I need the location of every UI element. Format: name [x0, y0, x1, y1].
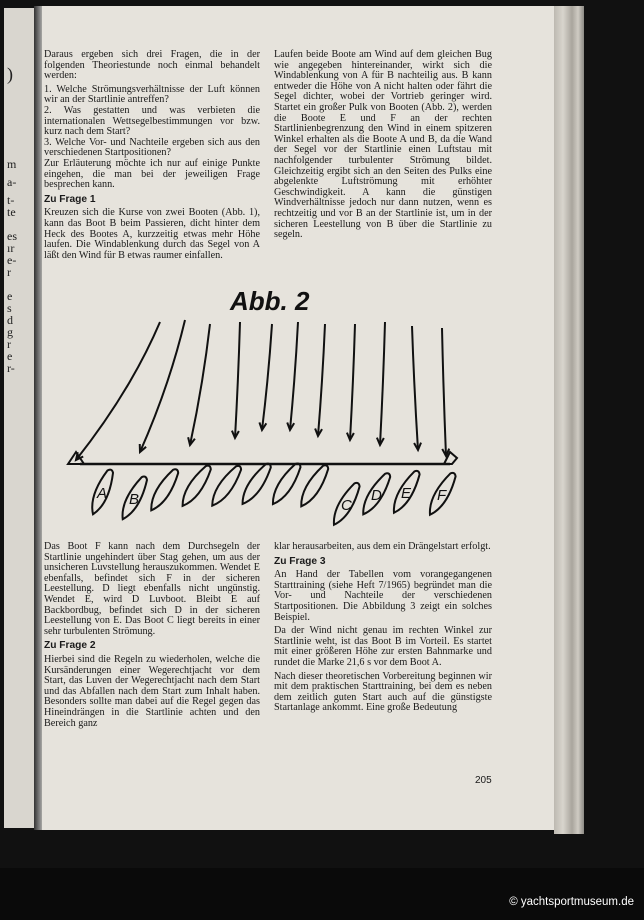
body-paragraph: klar herausarbeiten, aus dem ein Drängelstart erfolgt. [274, 541, 491, 552]
section-heading-frage-3: Zu Frage 3 [274, 555, 326, 567]
adjacent-page-fragment: es [7, 229, 17, 243]
column-top-right [274, 50, 492, 244]
adjacent-page-fragment: m [7, 157, 17, 171]
adjacent-page-fragment: a- [7, 175, 17, 189]
boat-label: C [341, 497, 352, 514]
boat-hull [296, 462, 332, 509]
adjacent-page-fragment: e [7, 349, 13, 363]
boat-hull [268, 460, 305, 507]
boat-label: D [371, 487, 382, 504]
figure-abb-2 [50, 280, 510, 540]
body-paragraph: Kreuzen sich die Kurse von zwei Booten (Abb. 1), kann das Boot B beim Passieren, dicht hinter dem Heck des Bootes A, kurzzeitig etwas mehr Höhe laufen. Die Windablenkung durch das Segel von A läßt den Wind für B etwas raumer einfallen. [44, 207, 260, 261]
adjacent-page-fragment: te [7, 205, 16, 219]
adjacent-page-fragment: s [7, 301, 12, 315]
boat-label: A [97, 485, 108, 502]
body-paragraph: Laufen beide Boote am Wind auf dem gleichen Bug wie angegeben hintereinander, wirkt sich die Windablenkung von A für B nachteilig aus. B kann entweder die Höhe von A nicht halten oder fährt die Segel dichter, wobei der Vortrieb geringer wird. Startet ein großer Pulk von Booten (Abb. 2), werden die Boote E und F an der rechten Startlinienbegrenzung den Wind in einem spitzeren Winkel erhalten als die Boote A und B, da die Wand der Segel vor der Startlinie einen Luftstau mit nachfolgender turbulenter Strömung bildet. Gleichzeitig ergibt sich an den Seiten des Pulks eine abgelenkte Luftströmung mit erhöhter Geschwindigkeit. A kann die günstigen Windverhältnisse jedoch nur dann nutzen, wenn es rechtzeitig und vor B an der Startlinie ist, um in der sicheren Leestellung von B über die Startlinie zu segeln. [274, 49, 492, 241]
body-paragraph: Nach dieser theoretischen Vorbereitung beginnen wir mit dem praktischen Starttraining, bei dem es neben dem zeitlich guten Start auch auf die günstigste Startanlage ankommt. Eine große Bedeutung [274, 670, 492, 714]
body-paragraph: Das Boot F kann nach dem Durchsegeln der Startlinie ungehindert über Stag gehen, um aus der unsicheren Luvstellung herauszukommen. Wendet E ebenfalls, befindet sich F in der sicheren Leestellung. D liegt ebenfalls nicht ungünstig. Wendet E, wird D Luvboot. Bleibt E auf Backbordbug, befindet sich D in der sicheren Leestellung von E. Das Boot C liegt bereits in einer sehr turbulenten Strömung. [44, 541, 260, 637]
adjacent-page-fragment: ır [7, 241, 15, 255]
adjacent-page-fragment: r [7, 337, 11, 351]
adjacent-page-fragment: e [7, 289, 13, 303]
boat-hull [237, 461, 274, 508]
wind-arrows [76, 320, 449, 460]
adjacent-page-fragment: r- [7, 361, 15, 375]
question-item: 1. Welche Strömungsverhältnisse der Luft können wir an der Startlinie antreffen? [44, 83, 260, 106]
question-list [44, 85, 260, 159]
boat-hull [146, 466, 182, 513]
adjacent-page-fragment: ) [7, 64, 13, 84]
adjacent-page-fragment: r [7, 265, 11, 279]
wind-arrow [380, 322, 385, 445]
wind-arrow [235, 322, 240, 438]
page-edges [554, 6, 584, 834]
boat-hull [177, 463, 214, 510]
wind-arrow [76, 322, 160, 460]
page-number: 205 [475, 775, 492, 786]
column-top-left [44, 50, 260, 264]
adjacent-page-fragment: d [7, 313, 13, 327]
wind-arrow [350, 324, 355, 440]
body-paragraph: Da der Wind nicht genau im rechten Winkel zur Startlinie weht, ist das Boot B im Vorteil. Es startet mit einer größeren Höhe zur ersten Bahnmarke und rundet die Marke 21,6 s vor dem Boot A. [274, 625, 492, 668]
adjacent-page-fragment: t- [7, 193, 15, 207]
figure-title: Abb. 2 [230, 286, 310, 316]
column-bottom-right [274, 542, 492, 717]
body-paragraph: Hierbei sind die Regeln zu wiederholen, welche die Kursänderungen einer Wegerechtjacht vor dem Start, das Luven der Wegerechtjacht nach dem Start und das Abfallen nach dem Start zum Inhalt haben. Besonders sollte man dabei auf die Regel gegen das Hineindrängen in die Startlinie achten und den Bereich ganz [44, 653, 260, 729]
wind-arrow [412, 326, 418, 450]
intro-paragraph: Daraus ergeben sich drei Fragen, die in der folgenden Theoriestunde noch einmal behandelt werden: [44, 49, 260, 82]
adjacent-page-strip [4, 8, 38, 828]
body-paragraph: An Hand der Tabellen vom vorangegangenen Starttraining (siehe Heft 7/1965) begründet man die Vor- und Nachteile der verschiedenen Startpositionen. Die Abbildung 3 zeigt ein solches Beispiel. [274, 569, 492, 623]
boat-label: E [401, 485, 412, 502]
question-item: 2. Was gestatten und was verbieten die internationalen Wettsegelbestimmungen vor bzw. kurz nach dem Start? [44, 104, 260, 138]
adjacent-page-fragment: e- [7, 253, 17, 267]
boat-label: F [437, 487, 447, 504]
wind-arrow [140, 320, 185, 452]
section-heading-frage-1: Zu Frage 1 [44, 193, 96, 205]
wind-arrow [442, 328, 446, 456]
wind-arrow [318, 324, 325, 436]
boat-hull [207, 463, 245, 510]
section-heading-frage-2: Zu Frage 2 [44, 640, 96, 652]
wind-arrow [290, 322, 298, 430]
question-item: 3. Welche Vor- und Nachteile ergeben sich aus den verschiedenen Startpositionen? [44, 136, 260, 159]
wind-arrow [262, 324, 272, 430]
column-bottom-left [44, 542, 260, 732]
wind-arrow [190, 324, 210, 445]
adjacent-page-fragment: g [7, 325, 13, 339]
boat-label: B [129, 491, 140, 508]
boat-group [87, 460, 459, 528]
explanation-paragraph: Zur Erläuterung möchte ich nur auf einige Punkte eingehen, die man bei der jeweiligen Frage besprechen kann. [44, 157, 260, 191]
copyright-credit: © yachtsportmuseum.de [509, 896, 634, 908]
